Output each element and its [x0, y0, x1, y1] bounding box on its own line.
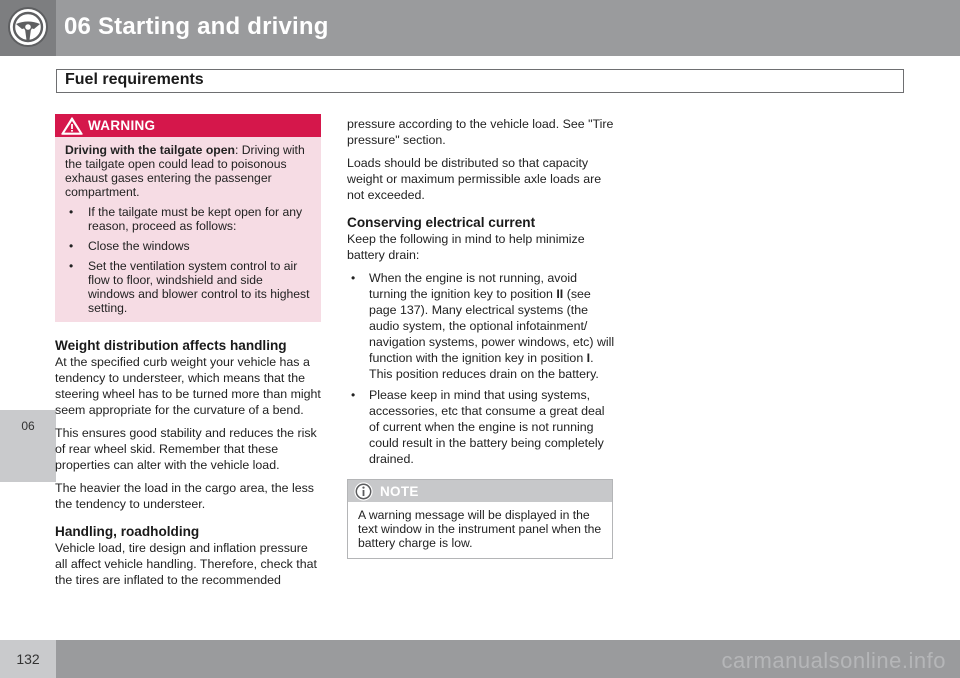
logo-box: [0, 0, 56, 56]
bullet-text: Close the windows: [88, 239, 190, 253]
list-item: [65, 239, 312, 253]
bullet-text: When the engine is not running, avoid turning the ignition key to position: [369, 271, 578, 301]
warning-title: WARNING: [88, 118, 156, 133]
bullet-text: (see page 137). Many electrical systems (the audio system, the optional infotainment/ navigation systems, power windows, etc) will function with the ignition key in position: [369, 287, 615, 365]
chapter-header: [0, 0, 960, 56]
warning-header: [55, 114, 321, 137]
bullet-text: Please keep in mind that using systems, accessories, etc that consume a great deal of current when the engine is not running could result in the battery being completely drained.: [369, 388, 605, 466]
weight-paragraph-3: The heavier the load in the cargo area, the less the tendency to understeer.: [55, 481, 314, 511]
weight-heading: Weight distribution affects handling: [55, 338, 287, 353]
warning-triangle-icon: [61, 117, 83, 135]
left-column: [55, 114, 321, 595]
warning-body: [55, 137, 321, 315]
conserving-intro: Keep the following in mind to help minimize battery drain:: [347, 232, 585, 262]
bullet-dot: •: [351, 271, 356, 285]
note-box: [347, 479, 613, 559]
warning-lead-bold: Driving with the tailgate open: [65, 143, 235, 157]
steering-wheel-icon: [7, 6, 49, 48]
chapter-title: 06 Starting and driving: [64, 13, 329, 40]
bullet-text: . This position reduces drain on the battery.: [369, 351, 599, 381]
weight-paragraph-2: This ensures good stability and reduces the risk of rear wheel skid. Remember that these properties can alter with the vehicle load.: [55, 426, 317, 472]
list-item: [347, 387, 615, 467]
bullet-dot: •: [69, 259, 74, 273]
section-title: Fuel requirements: [65, 71, 204, 88]
warning-bullets: [65, 205, 312, 315]
side-tab-label: 06: [21, 419, 35, 433]
list-item: [65, 205, 312, 233]
ignition-position-ii: II: [556, 287, 564, 301]
handling-paragraph: Vehicle load, tire design and inflation pressure all affect vehicle handling. Therefore, check that the tires are inflated to the recommended: [55, 541, 317, 587]
page-number: 132: [16, 651, 40, 667]
footer-page-box: [0, 640, 56, 678]
note-title: NOTE: [380, 484, 419, 499]
loads-paragraph: Loads should be distributed so that capacity weight or maximum permissible axle loads are not exceeded.: [347, 156, 602, 202]
right-column: [347, 116, 615, 559]
bullet-dot: •: [351, 388, 356, 402]
continuation-paragraph: pressure according to the vehicle load. See "Tire pressure" section.: [347, 117, 614, 147]
bullet-dot: •: [69, 205, 74, 219]
info-icon: [354, 482, 373, 501]
list-item: [65, 259, 312, 315]
warning-box: [55, 114, 321, 322]
conserving-heading: Conserving electrical current: [347, 215, 536, 230]
weight-paragraph-1: At the specified curb weight your vehicle has a tendency to understeer, which means that the steering wheel has to be turned more than might seem appropriate for the curvature of a bend.: [55, 355, 321, 417]
bullet-text: Set the ventilation system control to air flow to floor, windshield and side windows and blower control to its highest setting.: [88, 259, 310, 315]
warning-lead: [65, 143, 312, 199]
bullet-text: If the tailgate must be kept open for any reason, proceed as follows:: [88, 205, 303, 233]
watermark: carmanualsonline.info: [721, 648, 946, 673]
handling-heading: Handling, roadholding: [55, 524, 200, 539]
note-body: A warning message will be displayed in the text window in the instrument panel when the battery charge is low.: [358, 508, 602, 550]
conserving-bullets: [347, 270, 615, 467]
page-footer: [0, 640, 960, 678]
note-header: [348, 480, 612, 502]
warning-lead-text: : Driving with the tailgate open could lead to poisonous exhaust gases entering the passenger compartment.: [65, 143, 305, 199]
chapter-side-tab: [0, 410, 56, 482]
list-item: [347, 270, 615, 382]
section-bar: [56, 69, 904, 93]
bullet-dot: •: [69, 239, 74, 253]
ignition-position-i: I: [586, 351, 591, 365]
